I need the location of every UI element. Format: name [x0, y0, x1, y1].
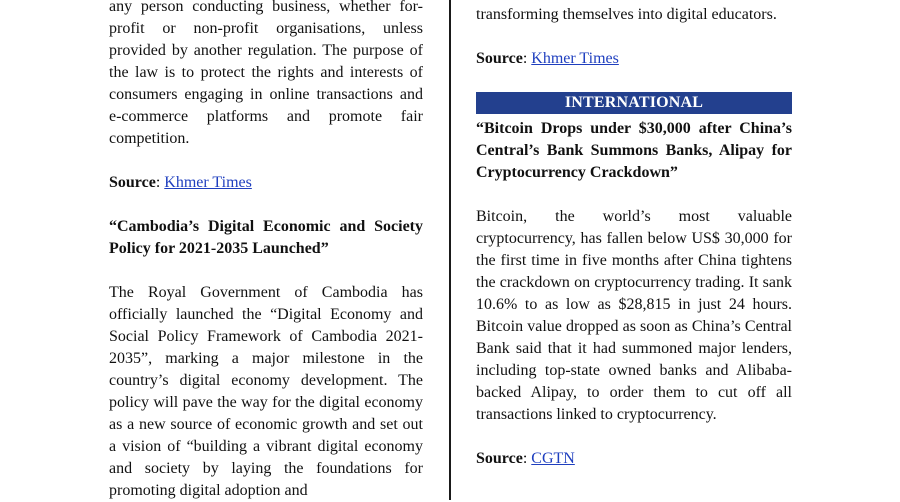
- article-paragraph: The Royal Government of Cambodia has officially launched the “Digital Economy and Social Policy Framework of Cambodia 2021-2035”, marking a major milestone in the country’s digital economy development. The policy will pave the way for the digital economy as a new source of economic growth and set out a vision of “building a vibrant digital economy and society by laying the foundations for promoting digital adoption and: [109, 284, 423, 499]
- article-headline: “Bitcoin Drops under $30,000 after China’s Central’s Bank Summons Banks, Alipay for Cryptocurrency Crackdown”: [476, 120, 792, 181]
- left-column: [109, 0, 423, 502]
- article-paragraph: transforming themselves into digital educators.: [476, 6, 777, 23]
- section-header: INTERNATIONAL: [476, 92, 792, 114]
- article-paragraph: Bitcoin, the world’s most valuable cryptocurrency, has fallen below US$ 30,000 for the first time in five months after China tightens the crackdown on cryptocurrency trading. It sank 10.6% to as low as $28,815 in just 24 hours. Bitcoin value dropped as soon as China’s Central Bank said that it had summoned major lenders, including top-state owned banks and Alibaba-backed Alipay, to order them to cut off all transactions linked to cryptocurrency.: [476, 208, 792, 423]
- source-label: Source: [476, 50, 523, 67]
- source-link[interactable]: Khmer Times: [531, 50, 619, 67]
- source-label: Source: [476, 450, 523, 467]
- source-link[interactable]: Khmer Times: [164, 174, 252, 191]
- right-column: [476, 0, 792, 470]
- article-paragraph: any person conducting business, whether for-profit or non-profit organisations, unless provided by another regulation. The purpose of the law is to protect the rights and interests of consumers engaging in online transactions and e-commerce platforms and promote fair competition.: [109, 0, 423, 147]
- source-link[interactable]: CGTN: [531, 450, 575, 467]
- source-line: Source: Khmer Times: [476, 50, 619, 67]
- source-label: Source: [109, 174, 156, 191]
- source-line: Source: CGTN: [476, 450, 575, 467]
- column-divider: [449, 0, 451, 500]
- source-line: Source: Khmer Times: [109, 174, 252, 191]
- article-headline: “Cambodia’s Digital Economic and Society Policy for 2021-2035 Launched”: [109, 218, 423, 257]
